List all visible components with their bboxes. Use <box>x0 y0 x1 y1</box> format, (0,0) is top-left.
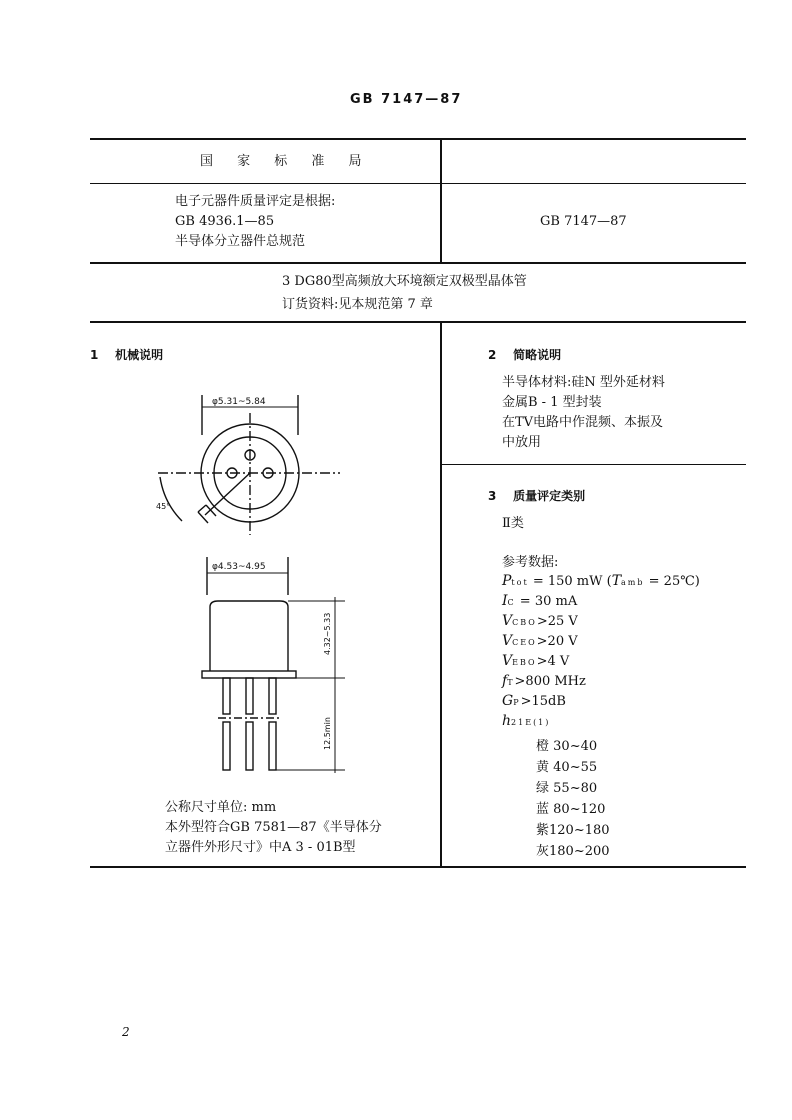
dim-angle: 45° <box>156 502 171 511</box>
unit-note: 公称尺寸单位: mm <box>165 800 277 815</box>
list-item: 蓝 80~120 <box>536 802 606 817</box>
list-item: 黄 40~55 <box>536 760 598 775</box>
param-gp: GP>15dB <box>502 693 566 709</box>
section1-heading <box>90 345 163 365</box>
rule-title-bottom <box>90 321 746 323</box>
desc-line-4: 中放用 <box>502 435 542 450</box>
rule-sec3 <box>441 464 746 465</box>
param-ic: IC = 30 mA <box>502 593 578 609</box>
basis-standard: GB 4936.1—85 <box>175 214 275 229</box>
section3-heading <box>488 486 585 506</box>
rule-top <box>90 138 746 140</box>
section2-body <box>502 373 665 453</box>
rule-bottom <box>90 866 746 868</box>
section1-notes <box>165 798 382 858</box>
reference-title: 参考数据: <box>502 555 559 570</box>
ordering-info: 订货资料:见本规范第 7 章 <box>282 297 433 312</box>
list-item: 灰180~200 <box>536 844 610 859</box>
product-title: 3 DG80型高频放大环境额定双极型晶体管 <box>282 274 527 289</box>
dim-body-height: 4.32~5.33 <box>323 612 332 655</box>
list-item: 橙 30~40 <box>536 739 598 754</box>
outline-note-2: 立器件外形尺寸》中A 3 - 01B型 <box>165 840 356 855</box>
section1-title: 机械说明 <box>115 348 164 362</box>
standard-number-cell: GB 7147—87 <box>540 214 627 229</box>
desc-line-2: 金属B - 1 型封装 <box>502 395 602 410</box>
outline-note-1: 本外型符合GB 7581—87《半导体分 <box>165 820 382 835</box>
list-item: 紫120~180 <box>536 823 610 838</box>
section3-number: 3 <box>488 489 497 503</box>
reference-data <box>502 573 700 733</box>
basis-block <box>175 192 335 252</box>
section3-title: 质量评定类别 <box>513 489 586 503</box>
param-vebo: VEBO>4 V <box>502 653 570 669</box>
basis-title: 电子元器件质量评定是根据: <box>175 194 336 209</box>
section2-number: 2 <box>488 348 497 362</box>
rule-authority <box>90 183 746 184</box>
authority-label: 国 家 标 准 局 <box>200 154 372 169</box>
hfe-range-list <box>536 737 610 863</box>
column-divider-main <box>440 322 442 866</box>
param-vcbo: VCBO>25 V <box>502 613 578 629</box>
dim-top-diameter: φ5.31~5.84 <box>212 397 266 407</box>
outline-drawing <box>140 385 380 785</box>
desc-line-3: 在TV电路中作混频、本振及 <box>502 415 664 430</box>
dim-body-diameter: φ4.53~4.95 <box>212 562 266 572</box>
dim-lead-length: 12.5min <box>323 717 332 750</box>
category-value: Ⅱ类 <box>502 516 524 531</box>
section2-heading <box>488 345 561 365</box>
param-vceo: VCEO>20 V <box>502 633 578 649</box>
standard-header: GB 7147—87 <box>350 92 463 107</box>
list-item: 绿 55~80 <box>536 781 598 796</box>
section1-number: 1 <box>90 348 99 362</box>
desc-line-1: 半导体材料:硅N 型外延材料 <box>502 375 665 390</box>
column-divider-top <box>440 139 442 263</box>
rule-title-top <box>90 262 746 264</box>
param-hfe: h21E(1) <box>502 713 551 729</box>
page-number: 2 <box>122 1025 130 1039</box>
section2-title: 简略说明 <box>513 348 562 362</box>
param-ptot: Ptot = 150 mW (Tamb = 25℃) <box>502 573 700 589</box>
basis-name: 半导体分立器件总规范 <box>175 234 306 249</box>
param-ft: fT>800 MHz <box>502 673 586 689</box>
top-view <box>158 395 340 535</box>
